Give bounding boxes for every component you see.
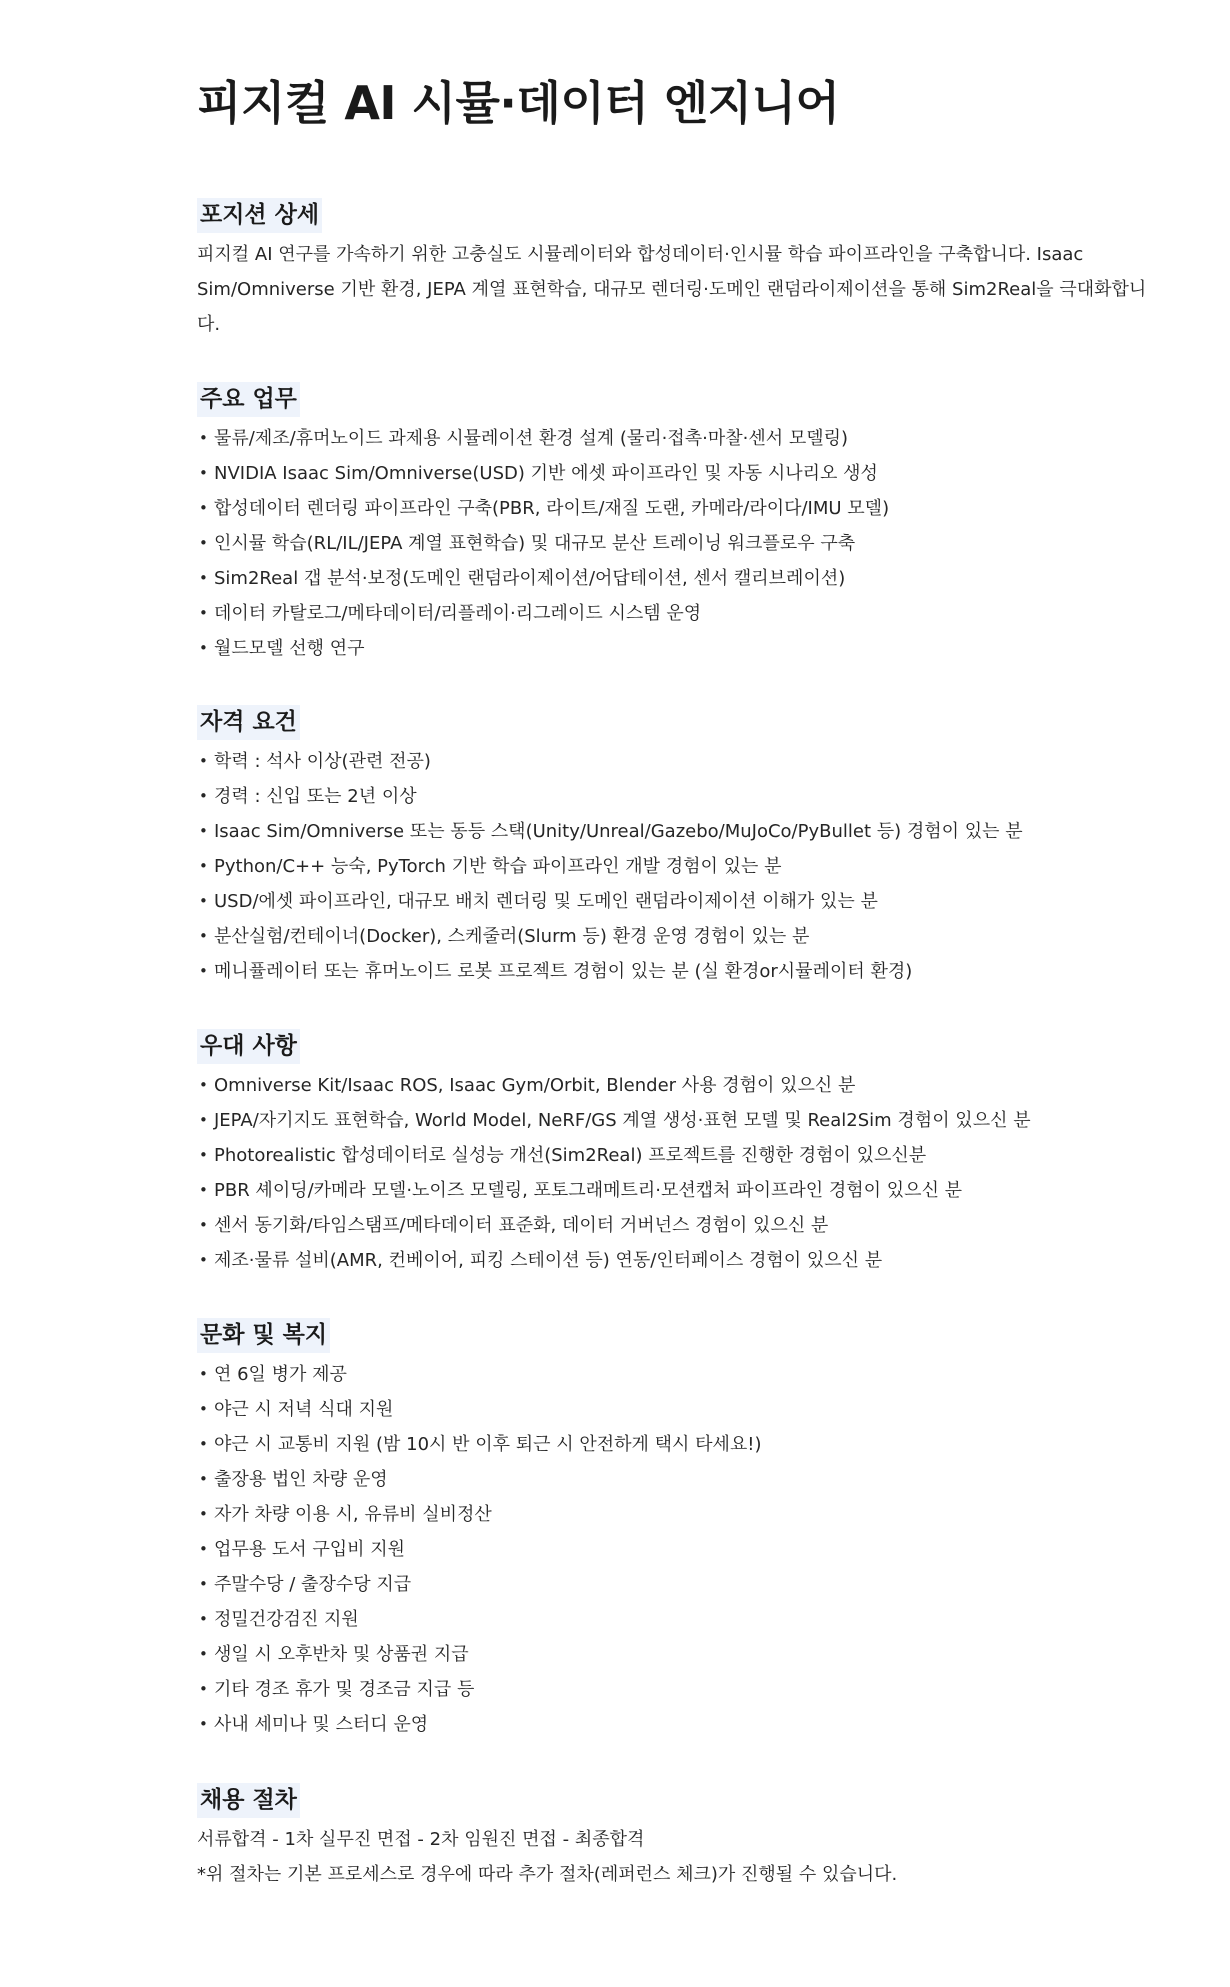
process-steps: 서류합격 - 1차 실무진 면접 - 2차 임원진 면접 - 최종합격 [197, 1829, 645, 1850]
list-item: • Isaac Sim/Omniverse 또는 동등 스택(Unity/Unreal/Gazebo/MuJoCo/PyBullet 등) 경험이 있는 분 [197, 814, 1157, 849]
requirements-list [197, 744, 1157, 989]
list-item: • Sim2Real 갭 분석·보정(도메인 랜덤라이제이션/어답테이션, 센서 캘리브레이션) [197, 561, 1157, 596]
list-item: • PBR 셰이딩/카메라 모델·노이즈 모델링, 포토그래메트리·모션캡처 파이프라인 경험이 있으신 분 [197, 1173, 1157, 1208]
list-item: • Photorealistic 합성데이터로 실성능 개선(Sim2Real) 프로젝트를 진행한 경험이 있으신분 [197, 1138, 1157, 1173]
list-item: • 야근 시 교통비 지원 (밤 10시 반 이후 퇴근 시 안전하게 택시 타세요!) [197, 1427, 1157, 1462]
section-heading-process: 채용 절차 [197, 1783, 300, 1818]
duties-list [197, 421, 1157, 666]
section-heading-benefits: 문화 및 복지 [197, 1318, 330, 1353]
section-position [197, 198, 1157, 342]
section-heading-position: 포지션 상세 [197, 198, 322, 233]
list-item: • 제조·물류 설비(AMR, 컨베이어, 피킹 스테이션 등) 연동/인터페이스 경험이 있으신 분 [197, 1243, 1157, 1278]
list-item: • 출장용 법인 차량 운영 [197, 1462, 1157, 1497]
position-description: 피지컬 AI 연구를 가속하기 위한 고충실도 시뮬레이터와 합성데이터·인시뮬 학습 파이프라인을 구축합니다. Isaac Sim/Omniverse 기반 환경, JEPA 계열 표현학습, 대규모 렌더링·도메인 랜덤라이제이션을 통해 Sim2Real을 극대화합니다. [197, 244, 1147, 335]
list-item: • 야근 시 저녁 식대 지원 [197, 1392, 1157, 1427]
section-heading-preferred: 우대 사항 [197, 1029, 300, 1064]
preferred-list [197, 1068, 1157, 1278]
section-preferred [197, 1029, 1157, 1278]
list-item: • 생일 시 오후반차 및 상품권 지급 [197, 1637, 1157, 1672]
section-heading-duties: 주요 업무 [197, 382, 300, 417]
list-item: • 데이터 카탈로그/메타데이터/리플레이·리그레이드 시스템 운영 [197, 596, 1157, 631]
section-benefits [197, 1318, 1157, 1742]
list-item: • 합성데이터 렌더링 파이프라인 구축(PBR, 라이트/재질 도랜, 카메라/라이다/IMU 모델) [197, 491, 1157, 526]
list-item: • 센서 동기화/타임스탬프/메타데이터 표준화, 데이터 거버넌스 경험이 있으신 분 [197, 1208, 1157, 1243]
list-item: • 학력 : 석사 이상(관련 전공) [197, 744, 1157, 779]
list-item: • 업무용 도서 구입비 지원 [197, 1532, 1157, 1567]
process-note: *위 절차는 기본 프로세스로 경우에 따라 추가 절차(레퍼런스 체크)가 진행될 수 있습니다. [197, 1864, 898, 1885]
list-item: • 정밀건강검진 지원 [197, 1602, 1157, 1637]
list-item: • 월드모델 선행 연구 [197, 631, 1157, 666]
list-item: • USD/에셋 파이프라인, 대규모 배치 렌더링 및 도메인 랜덤라이제이션 이해가 있는 분 [197, 884, 1157, 919]
list-item: • NVIDIA Isaac Sim/Omniverse(USD) 기반 에셋 파이프라인 및 자동 시나리오 생성 [197, 456, 1157, 491]
list-item: • 사내 세미나 및 스터디 운영 [197, 1707, 1157, 1742]
section-duties [197, 382, 1157, 666]
list-item: • 인시뮬 학습(RL/IL/JEPA 계열 표현학습) 및 대규모 분산 트레이닝 워크플로우 구축 [197, 526, 1157, 561]
list-item: • JEPA/자기지도 표현학습, World Model, NeRF/GS 계열 생성·표현 모델 및 Real2Sim 경험이 있으신 분 [197, 1103, 1157, 1138]
benefits-list [197, 1357, 1157, 1742]
list-item: • 메니퓰레이터 또는 휴머노이드 로봇 프로젝트 경험이 있는 분 (실 환경or시뮬레이터 환경) [197, 954, 1157, 989]
page-title: 피지컬 AI 시뮬·데이터 엔지니어 [197, 76, 840, 130]
section-process [197, 1783, 1157, 1892]
list-item: • 경력 : 신입 또는 2년 이상 [197, 779, 1157, 814]
list-item: • 연 6일 병가 제공 [197, 1357, 1157, 1392]
list-item: • 분산실험/컨테이너(Docker), 스케줄러(Slurm 등) 환경 운영 경험이 있는 분 [197, 919, 1157, 954]
list-item: • Python/C++ 능숙, PyTorch 기반 학습 파이프라인 개발 경험이 있는 분 [197, 849, 1157, 884]
list-item: • Omniverse Kit/Isaac ROS, Isaac Gym/Orbit, Blender 사용 경험이 있으신 분 [197, 1068, 1157, 1103]
list-item: • 주말수당 / 출장수당 지급 [197, 1567, 1157, 1602]
list-item: • 기타 경조 휴가 및 경조금 지급 등 [197, 1672, 1157, 1707]
list-item: • 물류/제조/휴머노이드 과제용 시뮬레이션 환경 설계 (물리·접촉·마찰·센서 모델링) [197, 421, 1157, 456]
list-item: • 자가 차량 이용 시, 유류비 실비정산 [197, 1497, 1157, 1532]
section-requirements [197, 705, 1157, 989]
section-heading-requirements: 자격 요건 [197, 705, 300, 740]
